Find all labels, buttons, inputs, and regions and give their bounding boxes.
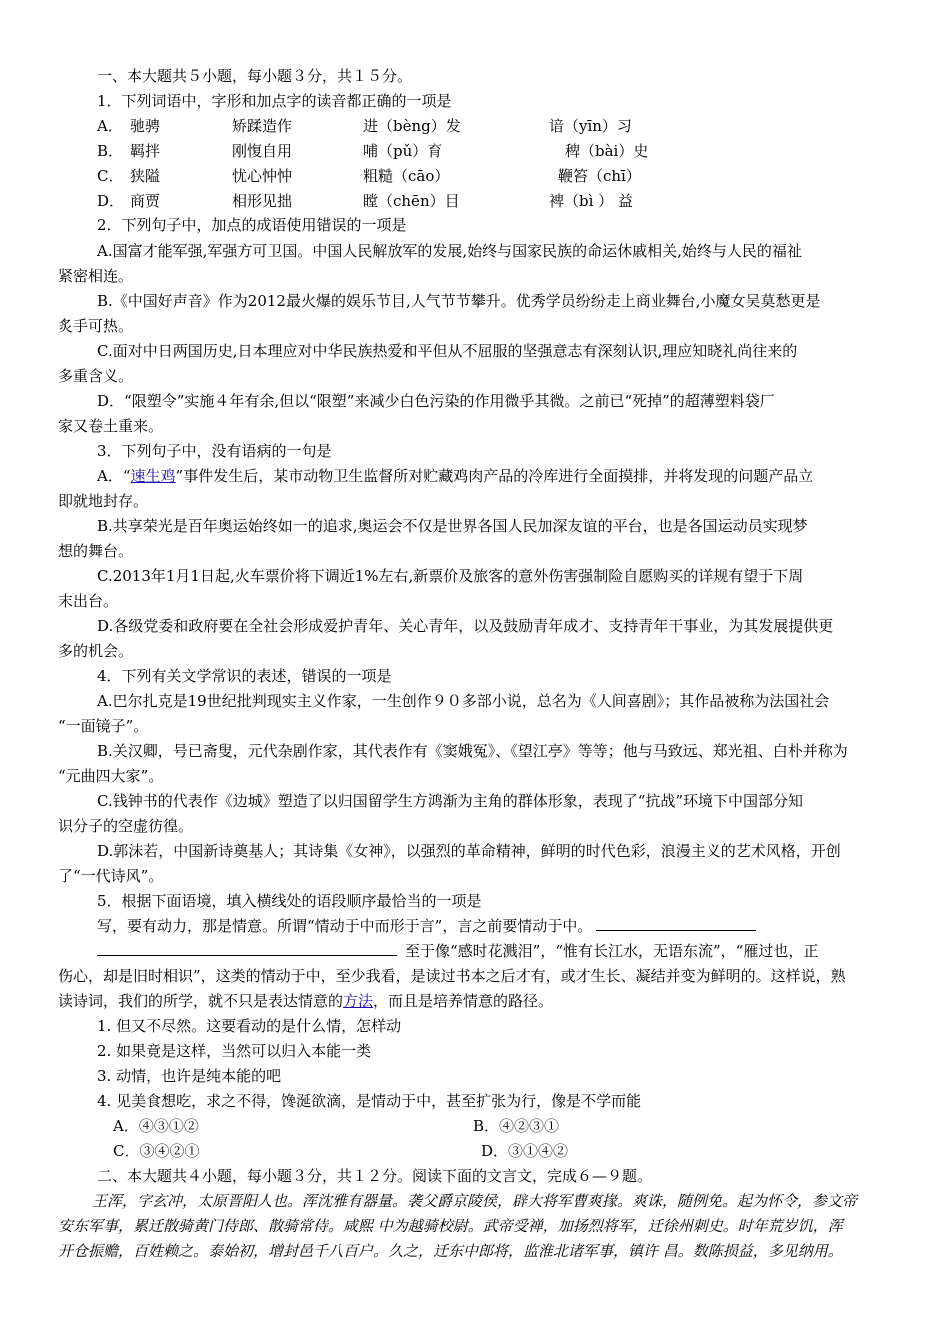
q1-b-word1: 羁拌	[130, 142, 161, 160]
q2-option-c-line2: 多重含义。	[58, 367, 134, 385]
q2-option-b-line1: B.《中国好声音》作为2012最火爆的娱乐节目,人气节节攀升。优秀学员纷纷走上商业舞台,小魔女吴莫愁更是	[97, 292, 821, 310]
q5-passage-text1: 写，要有动力，那是情意。所谓“情动于中而形于言”，言之前要情动于中。	[97, 917, 593, 935]
q1-a-word1: 驰骋	[130, 117, 161, 135]
q1-d-word1: 商贾	[130, 192, 161, 210]
q4-option-b-line1: B.关汉卿，号已斋叟，元代杂剧作家，其代表作有《窦娥冤》、《望江亭》等等；他与马致远、郑光祖、白朴并称为	[97, 742, 848, 760]
q5-passage-text4-post: ，而且是培养情意的路径。	[373, 992, 554, 1010]
q1-c-word2: 忧心忡忡	[232, 167, 293, 185]
answer-blank-1	[596, 916, 756, 931]
classical-text-line3: 开仓振赡，百姓赖之。泰始初，增封邑千八百户。久之，迁东中郎将，监淮北诸军事，镇许 昌。数陈损益，多见纳用。	[58, 1242, 843, 1260]
q1-b-label: B．	[97, 142, 124, 160]
q3-option-a-line1	[97, 466, 813, 486]
q3-a-suffix: ”事件发生后，某市动物卫生监督所对贮藏鸡肉产品的冷库进行全面摸排，并将发现的问题产品立	[175, 467, 814, 485]
q2-option-a-line2: 紧密相连。	[58, 267, 134, 285]
q2-option-d-line1: D．“限塑令”实施４年有余,但以“限塑”来减少白色污染的作用微乎其微。之前已“死掉”的超薄塑料袋厂	[97, 392, 775, 410]
q3-option-b-line2: 想的舞台。	[58, 542, 134, 560]
q5-option-a: A．④③①②	[113, 1117, 199, 1135]
q5-passage-line4	[58, 991, 553, 1011]
q3-option-a-line2: 即就地封存。	[58, 492, 149, 510]
section-2-header: 二、本大题共４小题，每小题３分，共１２分。阅读下面的文言文，完成６—９题。	[97, 1167, 653, 1185]
q3-option-c-line2: 末出台。	[58, 592, 119, 610]
classical-text-line2: 安东军事，累迁散骑黄门侍郎、散骑常侍。咸熙 中为越骑校尉。武帝受禅，加扬烈将军，迁徐州刺史。时年荒岁饥，浑	[58, 1217, 843, 1235]
q1-a-word2: 矫蹂造作	[232, 117, 293, 135]
q1-stem: 1．下列词语中，字形和加点字的读音都正确的一项是	[97, 92, 452, 110]
q2-option-a-line1: A.国富才能军强,军强方可卫国。中国人民解放军的发展,始终与国家民族的命运休戚相关,始终与人民的福祉	[97, 242, 802, 260]
q5-stem: 5．根据下面语境，填入横线处的语段顺序最恰当的一项是	[97, 892, 482, 910]
q5-passage-line1	[97, 916, 756, 936]
classical-text-line1: 王浑，字玄冲，太原晋阳人也。浑沈雅有器量。袭父爵京陵侯，辟大将军曹爽掾。爽诛，随例免。起为怀令，参文帝	[92, 1192, 858, 1210]
q3-stem: 3．下列句子中，没有语病的一句是	[97, 442, 332, 460]
q5-item-4: 4. 见美食想吃，求之不得，馋涎欲滴，是情动于中，甚至扩张为行，像是不学而能	[97, 1092, 642, 1110]
q1-a-word3: 进（bèng）发	[363, 117, 461, 135]
q1-b-word4: 稗（bài）史	[565, 142, 649, 160]
q1-d-word2: 相形见拙	[232, 192, 293, 210]
q5-option-b: B．④②③①	[473, 1117, 560, 1135]
q5-item-1: 1. 但又不尽然。这要看动的是什么情，怎样动	[97, 1017, 402, 1035]
q5-hyperlink[interactable]: 方法	[343, 992, 374, 1010]
q1-d-label: D．	[97, 192, 125, 210]
q5-item-3: 3. 动情，也许是纯本能的吧	[97, 1067, 282, 1085]
q4-stem: 4．下列有关文学常识的表述，错误的一项是	[97, 667, 392, 685]
q4-option-a-line2: “一面镜子”。	[58, 717, 149, 735]
q5-option-c: C．③④②①	[113, 1142, 200, 1160]
section-1-header: 一、本大题共５小题，每小题３分，共１５分。	[97, 67, 413, 85]
q5-passage-line2	[97, 941, 818, 961]
q1-c-word1: 狭隘	[130, 167, 161, 185]
answer-blank-2	[97, 941, 397, 956]
q1-b-word3: 哺（pǔ）育	[363, 142, 443, 160]
q5-passage-line3: 伤心，却是旧时相识”，这类的情动于中，至少我看，是读过书本之后才有，或才生长、凝结并变为鲜明的。这样说，熟	[58, 967, 846, 985]
q5-passage-text4-pre: 读诗词，我们的所学，就不只是表达情意的	[58, 992, 344, 1010]
q1-a-word4: 谙（yīn）习	[549, 117, 632, 135]
q1-a-label: A．	[97, 117, 123, 135]
q4-option-c-line2: 识分子的空虚彷徨。	[58, 817, 194, 835]
q3-option-d-line1: D.各级党委和政府要在全社会形成爱护青年、关心青年，以及鼓励青年成才、支持青年干事业，为其发展提供更	[97, 617, 834, 635]
q2-option-c-line1: C.面对中日两国历史,日本理应对中华民族热爱和平但从不屈服的坚强意志有深刻认识,理应知晓礼尚往来的	[97, 342, 798, 360]
q1-b-word2: 刚愎自用	[232, 142, 293, 160]
q3-a-hyperlink[interactable]: 速生鸡	[130, 467, 176, 485]
q2-stem: 2．下列句子中，加点的成语使用错误的一项是	[97, 216, 407, 234]
q2-option-b-line2: 炙手可热。	[58, 317, 134, 335]
q5-passage-text2: 至于像“感时花溅泪”，“惟有长江水，无语东流”，“雁过也，正	[405, 942, 819, 960]
q3-option-d-line2: 多的机会。	[58, 642, 134, 660]
q1-d-word3: 瞠（chēn）目	[363, 192, 460, 210]
q4-option-a-line1: A.巴尔扎克是19世纪批判现实主义作家，一生创作９０多部小说，总名为《人间喜剧》；其作品被称为法国社会	[97, 692, 830, 710]
q3-option-b-line1: B.共享荣光是百年奥运始终如一的追求,奥运会不仅是世界各国人民加深友谊的平台，也是各国运动员实现梦	[97, 517, 808, 535]
q1-c-word3: 粗糙（cāo）	[363, 167, 450, 185]
q5-option-d: D．③①④②	[481, 1142, 569, 1160]
q5-item-2: 2. 如果竟是这样，当然可以归入本能一类	[97, 1042, 372, 1060]
q1-c-word4: 鞭笞（chī）	[558, 167, 641, 185]
q3-option-c-line1: C.2013年1月1日起,火车票价将下调近1%左右,新票价及旅客的意外伤害强制险自愿购买的详规有望于下周	[97, 567, 804, 585]
q4-option-b-line2: “元曲四大家”。	[58, 767, 164, 785]
q1-d-word4: 裨（bì ） 益	[549, 192, 633, 210]
q4-option-d-line1: D.郭沫若，中国新诗奠基人；其诗集《女神》，以强烈的革命精神，鲜明的时代色彩，浪漫主义的艺术风格，开创	[97, 842, 841, 860]
q4-option-d-line2: 了“一代诗风”。	[58, 867, 164, 885]
q3-a-prefix: A．“	[97, 467, 131, 485]
q2-option-d-line2: 家又卷土重来。	[58, 417, 164, 435]
q1-c-label: C．	[97, 167, 124, 185]
q4-option-c-line1: C.钱钟书的代表作《边城》塑造了以归国留学生方鸿渐为主角的群体形象，表现了“抗战”环境下中国部分知	[97, 792, 804, 810]
